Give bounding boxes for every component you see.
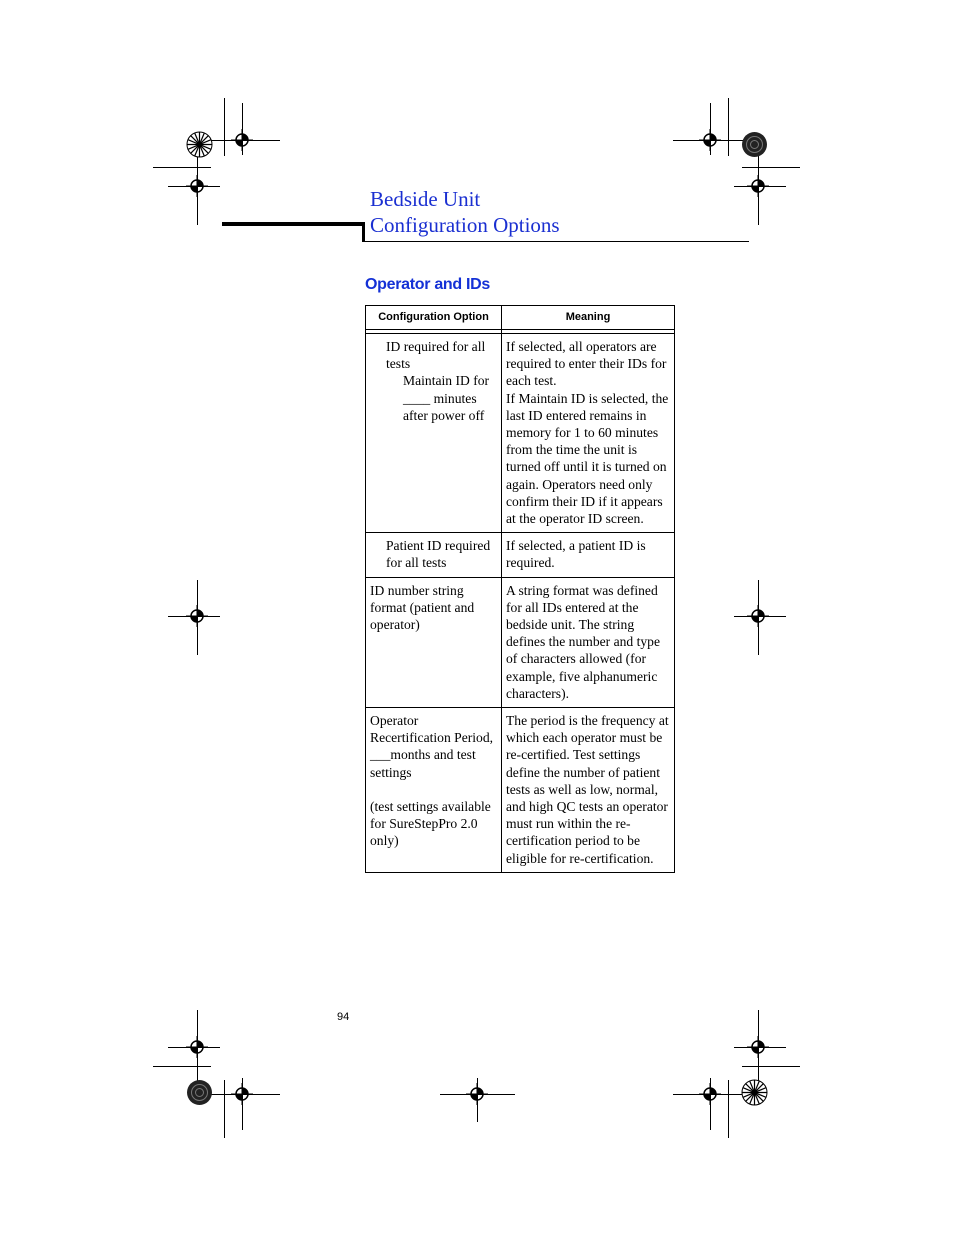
option-note: (test settings available for SureStepPro 2.0 only)	[370, 798, 491, 849]
column-header-meaning: Meaning	[502, 306, 675, 330]
crop-line	[734, 186, 786, 187]
meaning-cell: The period is the frequency at which each operator must be re-certified. Test settings define the number of patient tests as well as low, normal, and high QC tests an operator must run within the re-certification period to be eligible for re-certification.	[502, 708, 675, 873]
crop-line	[728, 98, 729, 156]
option-cell: ID number string format (patient and operator)	[366, 577, 502, 707]
section-heading: Operator and IDs	[365, 276, 491, 293]
page-title-line2: Configuration Options	[370, 213, 560, 237]
crop-line	[758, 580, 759, 655]
config-options-table	[365, 305, 675, 873]
starburst-mark-icon	[741, 1079, 768, 1111]
page-title	[370, 186, 560, 238]
option-cell	[366, 334, 502, 533]
crop-line	[242, 103, 243, 155]
table-row	[366, 708, 675, 873]
crop-line	[242, 1078, 243, 1130]
crop-line	[168, 186, 220, 187]
page-title-line1: Bedside Unit	[370, 187, 481, 211]
title-thick-rule	[222, 222, 364, 226]
meaning-cell: If selected, a patient ID is required.	[502, 533, 675, 577]
crop-line	[197, 580, 198, 655]
crop-line	[153, 1066, 211, 1067]
crop-line	[728, 1080, 729, 1138]
table-row	[366, 334, 675, 533]
meaning-cell	[502, 334, 675, 533]
starburst-mark-icon	[186, 131, 213, 163]
crop-line	[742, 167, 800, 168]
crop-line	[168, 1047, 220, 1048]
option-cell	[366, 708, 502, 873]
table-row	[366, 577, 675, 707]
crop-line	[224, 1080, 225, 1138]
table-row	[366, 533, 675, 577]
dark-circle-mark-icon	[186, 1079, 213, 1111]
option-cell	[366, 533, 502, 577]
meaning-text: If selected, all operators are required to enter their IDs for each test.	[506, 339, 667, 389]
page-number: 94	[337, 1011, 350, 1023]
spacer	[370, 781, 497, 798]
crop-line	[742, 1066, 800, 1067]
crop-line	[734, 616, 786, 617]
column-header-option: Configuration Option	[366, 306, 502, 330]
option-text: Patient ID required for all tests	[386, 538, 491, 571]
crop-line	[224, 98, 225, 156]
crop-line	[710, 1078, 711, 1130]
option-text: Operator Recertification Period, ___months and test settings	[370, 713, 494, 780]
option-subtext: Maintain ID for ____ minutes after power off	[403, 373, 490, 423]
crop-line	[153, 167, 211, 168]
title-underline	[362, 241, 749, 242]
crop-line	[734, 1047, 786, 1048]
title-vertical-rule	[362, 222, 365, 242]
crop-line	[710, 103, 711, 155]
option-text: ID required for all tests	[386, 339, 486, 372]
meaning-cell: A string format was defined for all IDs entered at the bedside unit. The string defines the number and type of characters allowed (for example, five alphanumeric characters).	[502, 577, 675, 707]
dark-circle-mark-icon	[741, 131, 768, 163]
meaning-text: If Maintain ID is selected, the last ID entered remains in memory for 1 to 60 minutes from the time the unit is turned off until it is turned on again. Operators need only confirm their ID if it appears at the operator ID screen.	[506, 390, 669, 527]
crop-line	[477, 1078, 478, 1122]
crop-line	[168, 616, 220, 617]
